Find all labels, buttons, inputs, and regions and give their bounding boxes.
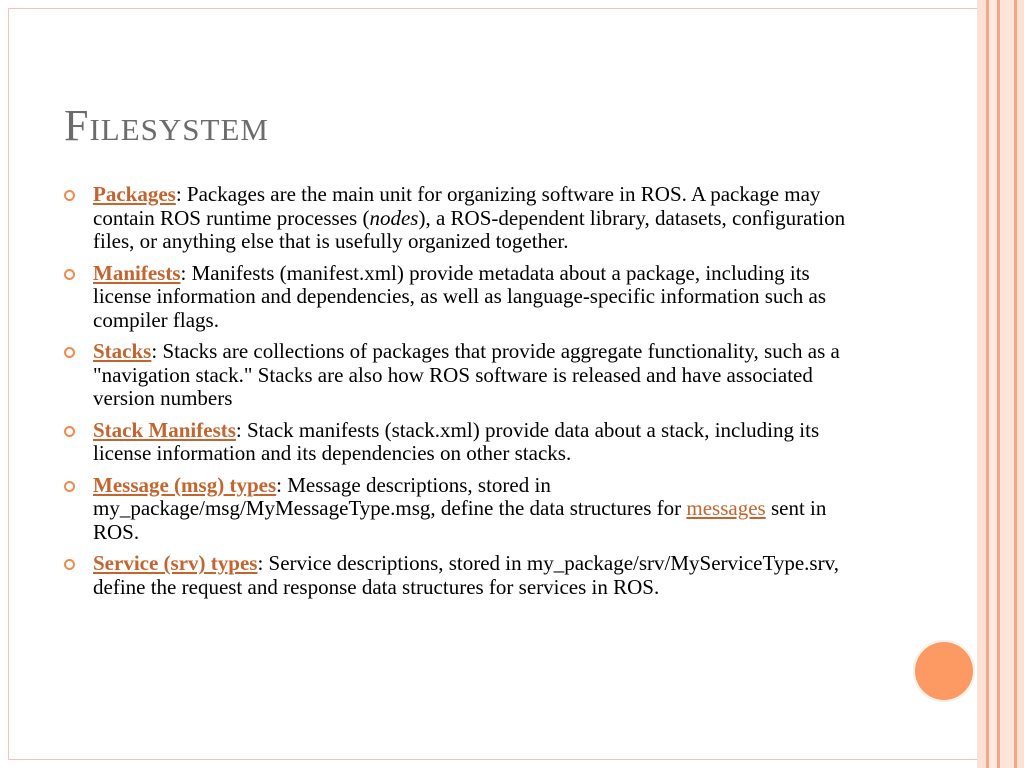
bullet-text: ), a ROS-dependent library, datasets, configuration files, or anything else that is usefully organized together. [93,205,846,253]
emphasis-text: nodes [369,205,419,230]
slide-title: Filesystem [64,101,269,150]
hollow-circle-bullet-icon [64,347,75,358]
term-link-manifests[interactable]: Manifests [93,260,181,285]
bullet-item-service-types [60,552,860,599]
bullet-text: : Stack manifests (stack.xml) provide data about a stack, including its license information and its dependencies on other stacks. [93,417,820,465]
hollow-circle-bullet-icon [64,426,75,437]
term-link-service-types[interactable]: Service (srv) types [93,551,258,575]
bullet-item-stacks [60,340,860,411]
bullet-item-message-types [60,474,860,545]
messages-link[interactable]: messages [686,496,766,520]
bullet-item-manifests [60,262,860,333]
term-link-packages[interactable]: Packages [93,182,176,206]
bullet-text: : Manifests (manifest.xml) provide metadata about a package, including its license information and dependencies, as well as language-specific information such as compiler flags. [93,260,826,332]
term-link-stacks[interactable]: Stacks [93,339,152,363]
bullet-list [60,183,860,607]
hollow-circle-bullet-icon [64,190,75,201]
bullet-item-stack-manifests [60,419,860,466]
bullet-text: : Packages are the main unit for organizing software in ROS. A package may contain ROS runtime processes ( [93,182,821,230]
decorative-stripe [989,0,997,768]
decorative-stripe [1017,0,1024,768]
hollow-circle-bullet-icon [64,559,75,570]
accent-circle [913,640,975,702]
term-link-stack-manifests[interactable]: Stack Manifests [93,417,236,442]
bullet-text: sent in ROS. [93,496,827,544]
bullet-text: : Stacks are collections of packages that provide aggregate functionality, such as a "navigation stack." Stacks are also how ROS software is released and have associated version numbers [93,339,840,410]
decorative-stripe [977,0,986,768]
bullet-text: : Message descriptions, stored in my_package/msg/MyMessageType.msg, define the data structures for [93,472,687,520]
bullet-item-packages [60,183,860,254]
hollow-circle-bullet-icon [64,269,75,280]
hollow-circle-bullet-icon [64,481,75,492]
term-link-message-types[interactable]: Message (msg) types [93,472,277,497]
bullet-text: : Service descriptions, stored in my_package/srv/MyServiceType.srv, define the request and response data structures for services in ROS. [93,551,839,599]
decorative-stripe [1000,0,1014,768]
